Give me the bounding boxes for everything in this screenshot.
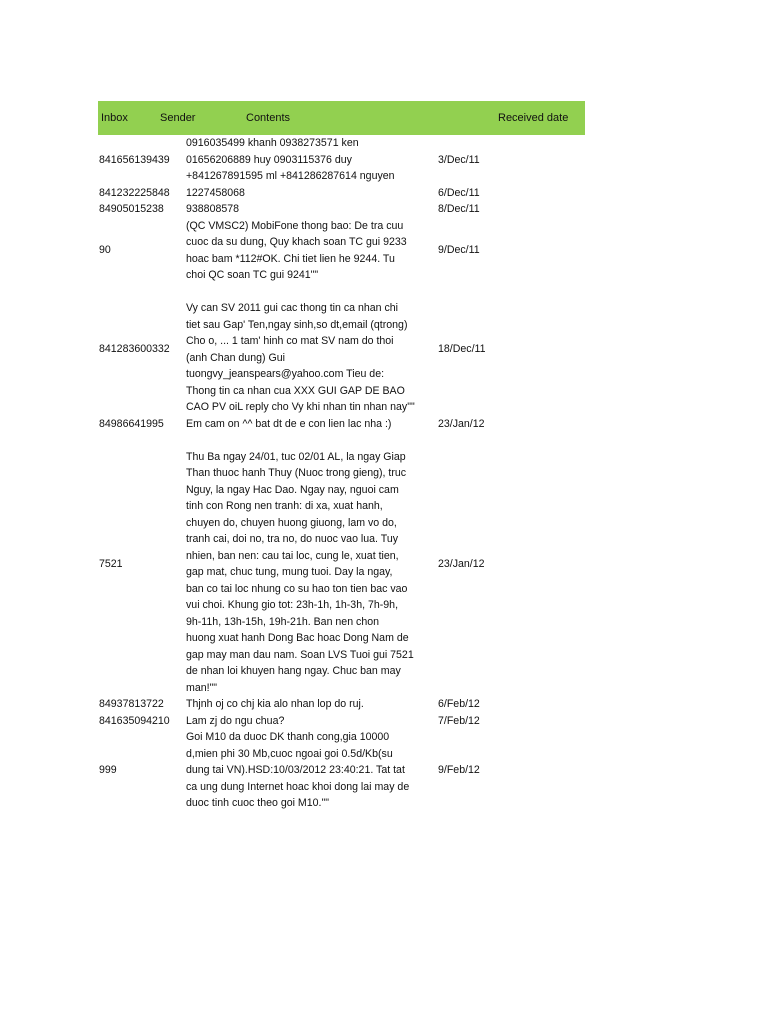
sender-cell: 90 (99, 244, 111, 257)
sender-cell: 84905015238 (99, 203, 164, 215)
table-row (98, 729, 585, 812)
date-cell: 3/Dec/11 (438, 153, 480, 166)
contents-cell: Goi M10 da duoc DK thanh cong,gia 10000 d,mien phi 30 Mb,cuoc ngoai goi 0.5d/Kb(su dung tai VN).HSD:10/03/2012 23:40:21. Tat tat ca ung dung Internet hoac khoi dong lai may de duoc tinh cuoc theo goi M10."" (186, 731, 410, 809)
header-sender: Sender (160, 112, 196, 124)
sender-cell: 841656139439 (99, 153, 170, 166)
contents-cell: Vy can SV 2011 gui cac thong tin ca nhan chi tiet sau Gap' Ten,ngay sinh,so dt,email (qtrong) Cho o, ... 1 tam' hinh co mat SV nam do thoi (anh Chan dung) Gui tuongvy_jeanspears@yahoo.com Tieu de: Thong tin ca nhan cua XXX GUI GAP DE BAO CAO PV oiL reply cho Vy khi nhan tin nhan nay"" (186, 302, 415, 413)
date-cell: 7/Feb/12 (438, 714, 480, 727)
contents-cell: 1227458068 (186, 186, 245, 199)
date-cell: 23/Jan/12 (438, 417, 485, 430)
table-row (98, 284, 585, 416)
table-row (98, 416, 585, 433)
date-cell: 6/Feb/12 (438, 698, 480, 710)
date-cell: 18/Dec/11 (438, 343, 486, 356)
header-contents: Contents (246, 112, 291, 124)
contents-cell: 0916035499 khanh 0938273571 ken 01656206889 huy 0903115376 duy +841267891595 ml +841286287614 nguyen (186, 137, 395, 182)
contents-cell: Thu Ba ngay 24/01, tuc 02/01 AL, la ngay Giap Than thuoc hanh Thuy (Nuoc trong gieng), truc Nguy, la ngay Hac Dao. Ngay nay, nguoi cam tinh con Rong nen tranh: di xa, xuat hanh, chuyen do, chuyen huong giuong, lam vo do, tranh cai, doi no, tra no, do nuoc vao lua. Tuy nhien, ban nen: cau tai loc, cung le, xuat tien, gap mat, chuc tung, mung tuoi. Day la ngay, ban co tai loc nhung co su hao ton tien bac vao vui choi. Khung gio tot: 23h-1h, 1h-3h, 7h-9h, 9h-11h, 13h-15h, 19h-21h. Ban nen chon huong xuat hanh Dong Bac hoac Dong Nam de gap may man dau nam. Soan LVS Tuoi gui 7521 de nhan loi khuyen hang ngay. Chuc ban may man!"" (186, 450, 414, 694)
sender-cell: 841283600332 (99, 343, 170, 356)
sender-cell: 841232225848 (99, 186, 170, 199)
sender-cell: 84986641995 (99, 417, 164, 430)
inbox-sheet (98, 101, 585, 812)
date-cell: 23/Jan/12 (438, 557, 485, 570)
header-received-date: Received date (498, 112, 569, 124)
table-row (98, 696, 585, 713)
sender-cell: 7521 (99, 557, 123, 570)
table-row (98, 218, 585, 284)
date-cell: 8/Dec/11 (438, 203, 480, 215)
contents-cell: Thjnh oj co chj kia alo nhan lop do ruj. (186, 698, 364, 710)
contents-cell: Lam zj do ngu chua? (186, 714, 285, 727)
table-row (98, 201, 585, 218)
sender-cell: 84937813722 (99, 698, 164, 710)
sender-cell: 999 (99, 764, 117, 776)
contents-cell: (QC VMSC2) MobiFone thong bao: De tra cuu cuoc da su dung, Quy khach soan TC gui 9233 hoac bam *112#OK. Chi tiet lien he 9244. Tu choi QC soan TC gui 9241"" (186, 219, 407, 281)
header-row (98, 101, 585, 135)
message-rows (37, 135, 585, 812)
date-cell: 9/Dec/11 (438, 244, 480, 257)
date-cell: 6/Dec/11 (438, 186, 480, 199)
contents-cell: Em cam on ^^ bat dt de e con lien lac nha :) (186, 417, 392, 430)
table-row (98, 185, 585, 202)
table-row (98, 432, 585, 696)
table-row (98, 713, 585, 730)
contents-cell: 938808578 (186, 203, 240, 215)
table-row (98, 135, 585, 185)
sender-cell: 841635094210 (99, 714, 170, 727)
date-cell: 9/Feb/12 (438, 764, 480, 776)
header-inbox: Inbox (101, 112, 128, 124)
